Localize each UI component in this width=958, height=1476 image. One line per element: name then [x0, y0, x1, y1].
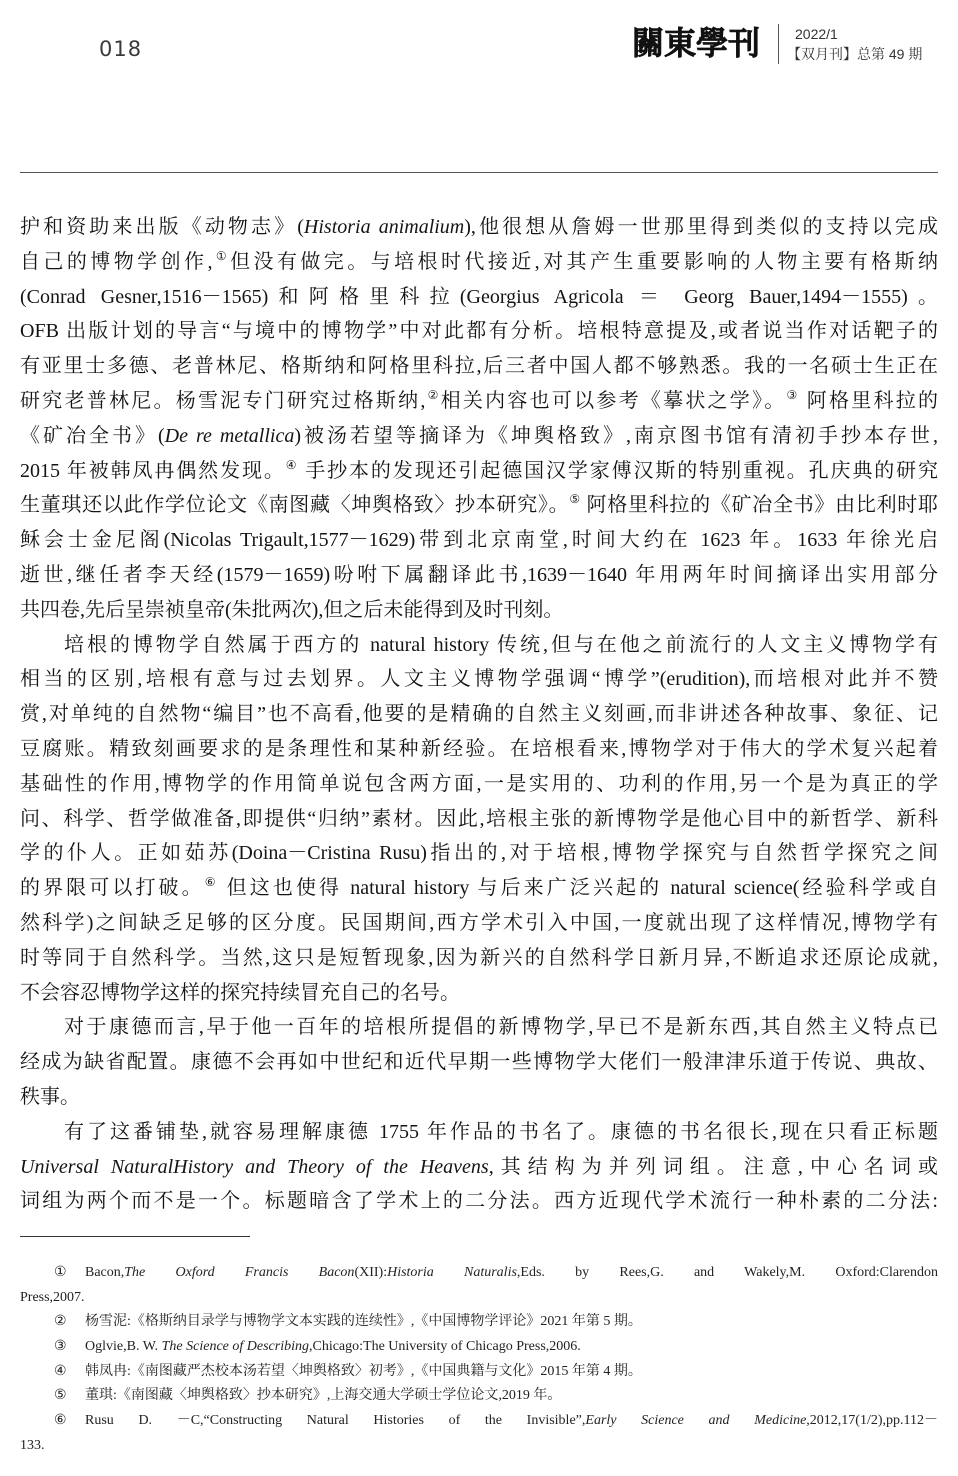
text-run: 生董琪还以此作学位论文《南图藏〈坤舆格致〉抄本研究》。	[20, 494, 570, 517]
text-run: 词组为两个而不是一个。标题暗含了学术上的二分法。西方近现代学术流行一种朴素的二分法:	[20, 1190, 938, 1213]
italic-title: Early Science and Medicine	[585, 1413, 807, 1429]
footnote-1	[20, 1261, 938, 1310]
footnote-text	[85, 1310, 938, 1335]
footnote-ref: ①	[212, 248, 231, 263]
footnote-marker: ④	[54, 1363, 67, 1379]
text-run: 护和资助来出版《动物志》(	[20, 216, 304, 238]
text-run: 董琪:《南图藏〈坤舆格致〉抄本研究》,上海交通大学硕士学位论文,2019 年。	[85, 1388, 562, 1404]
footnote-ref: ⑤	[569, 492, 581, 507]
text-run: ,2012,17(1/2),pp.112－	[806, 1413, 938, 1429]
text-run: Rusu D. －C,“Constructing Natural Histories of the Invisible”,	[85, 1413, 586, 1429]
text-run: 学的仆人。正如茹苏(Doina－Cristina Rusu)指出的,对于培根,博物学探究与自然哲学探究之间	[20, 842, 938, 865]
footnote-text	[85, 1261, 938, 1286]
body-line	[20, 314, 938, 349]
text-run: 相当的区别,培根有意与过去划界。人文主义博物学强调“博学”(erudition),而培根对此并不赞	[20, 668, 938, 691]
text-run: 但这也使得 natural history 与后来广泛兴起的 natural science(经验科学或自	[218, 877, 938, 900]
text-run: 研究老普林尼。杨雪泥专门研究过格斯纳,	[20, 389, 426, 412]
text-run: 韩凤冉:《南图藏严杰校本汤若望〈坤舆格致〉初考》,《中国典籍与文化》2015 年第 4 期。	[85, 1363, 642, 1379]
text-run: 秩事。	[20, 1085, 80, 1108]
body-line	[20, 593, 938, 628]
body-line	[20, 1045, 938, 1080]
footnote-line	[20, 1286, 938, 1311]
body-line	[20, 941, 938, 976]
text-run: 培根的博物学自然属于西方的 natural history 传统,但与在他之前流行的人文主义博物学有	[64, 633, 938, 656]
text-run: 2015 年被韩凤冉偶然发现。	[20, 459, 286, 482]
text-run: 稣会士金尼阁(Nicolas Trigault,1577－1629)带到北京南堂,时间大约在 1623 年。1633 年徐光启	[20, 529, 938, 552]
text-run: 阿格里科拉的	[799, 389, 938, 412]
paragraph-2	[20, 628, 938, 1011]
text-run: ),他很想从詹姆一世那里得到类似的支持以完成	[464, 216, 938, 238]
footnote-4	[20, 1360, 938, 1385]
footnote-marker: ⑤	[54, 1388, 67, 1404]
text-run: 杨雪泥:《格斯纳目录学与博物学文本实践的连续性》,《中国博物学评论》2021 年第 5 期。	[85, 1314, 642, 1330]
body-line	[20, 349, 938, 384]
footnote-6	[20, 1409, 938, 1458]
text-run: 有了这番铺垫,就容易理解康德 1755 年作品的书名了。康德的书名很长,现在只看正标题	[64, 1120, 938, 1143]
footnote-line	[20, 1360, 938, 1385]
footnote-text	[85, 1360, 938, 1385]
body-line	[20, 836, 938, 871]
body-line	[20, 454, 938, 489]
body-line	[20, 419, 938, 454]
italic-title: Historia Naturalis	[387, 1265, 517, 1280]
issue-detail: 【双月刊】总第 49 期	[787, 46, 923, 62]
footnote-text	[85, 1384, 938, 1409]
journal-logo: 關東學刊	[632, 24, 761, 62]
text-run: 豆腐账。精致刻画要求的是条理性和某种新经验。在培根看来,博物学对于伟大的学术复兴起着	[20, 737, 938, 760]
text-run: 手抄本的发现还引起德国汉学家傅汉斯的特别重视。孔庆典的研究	[298, 459, 938, 482]
body-line	[20, 906, 938, 941]
footnote-rule	[20, 1236, 250, 1237]
text-run: (XII):	[354, 1265, 388, 1280]
text-run: 对于康德而言,早于他一百年的培根所提倡的新博物学,早已不是新东西,其自然主义特点已	[64, 1016, 938, 1039]
body-line	[20, 1115, 938, 1150]
body-line	[20, 280, 938, 315]
text-run: (Conrad Gesner,1516－1565)和阿格里科拉(Georgius Agricola ＝ Georg Bauer,1494－1555)。	[20, 285, 938, 308]
text-run: 阿格里科拉的《矿冶全书》由比利时耶	[580, 494, 938, 517]
body-line	[20, 523, 938, 558]
text-run: ,Chicago:The University of Chicago Press,2006.	[308, 1339, 581, 1355]
italic-title: Universal NaturalHistory and Theory of the Heavens	[20, 1155, 489, 1178]
body-line	[20, 697, 938, 732]
text-run: 经成为缺省配置。康德不会再如中世纪和近代早期一些博物学大佬们一般津津乐道于传说、典故、	[20, 1051, 938, 1074]
body-line	[20, 1080, 938, 1115]
text-run: 不会容忍博物学这样的探究持续冒充自己的名号。	[20, 981, 460, 1004]
header-divider	[778, 24, 779, 64]
article-body	[20, 210, 938, 1219]
footnote-ref: ③	[786, 387, 800, 402]
footnote-ref: ②	[425, 387, 441, 402]
body-line	[20, 558, 938, 593]
footnote-text	[85, 1335, 938, 1360]
page-number: 018	[99, 37, 143, 61]
footnote-text	[85, 1409, 938, 1434]
footnote-line	[20, 1384, 938, 1409]
issue-year: 2022/1	[795, 26, 838, 42]
footnote-line	[20, 1261, 938, 1286]
footnote-line	[20, 1335, 938, 1360]
footnote-marker: ②	[54, 1314, 67, 1330]
text-run: 然科学)之间缺乏足够的区分度。民国期间,西方学术引入中国,一度就出现了这样情况,博物学有	[20, 911, 938, 934]
text-run: Bacon,	[85, 1265, 125, 1280]
text-run: ,其结构为并列词组。注意,中心名词或	[488, 1155, 938, 1178]
text-run: OFB 出版计划的导言“与境中的博物学”中对此都有分析。培根特意提及,或者说当作对话靶子的	[20, 320, 938, 343]
body-line	[20, 628, 938, 663]
paragraph-3	[20, 1010, 938, 1114]
body-line	[20, 767, 938, 802]
italic-title: The Science of Describing	[161, 1339, 309, 1355]
body-line	[20, 1010, 938, 1045]
paragraph-1	[20, 210, 938, 628]
footnote-line	[20, 1310, 938, 1335]
body-line	[20, 210, 938, 245]
body-line	[20, 871, 938, 906]
italic-title: Historia animalium	[303, 216, 465, 238]
footnote-ref: ④	[285, 457, 299, 472]
body-line	[20, 1150, 938, 1185]
text-run: 133.	[20, 1437, 45, 1453]
footnote-line	[20, 1434, 938, 1459]
body-line	[20, 488, 938, 523]
footnote-line	[20, 1409, 938, 1434]
body-line	[20, 1184, 938, 1219]
footnote-marker: ③	[54, 1339, 67, 1355]
italic-title: De re metallica	[164, 424, 295, 447]
text-run: 的界限可以打破。	[20, 877, 205, 900]
text-run: ,Eds. by Rees,G. and Wakely,M. Oxford:Clarendon	[516, 1265, 938, 1280]
text-run: 问、科学、哲学做准备,即提供“归纳”素材。因此,培根主张的新博物学是他心目中的新哲学、新科	[20, 807, 938, 830]
text-run: 相关内容也可以参考《摹状之学》。	[440, 389, 787, 412]
body-line	[20, 245, 938, 280]
header-rule	[20, 172, 938, 173]
footnote-2	[20, 1310, 938, 1335]
text-run: 自己的博物学创作,	[20, 250, 213, 273]
body-line	[20, 732, 938, 767]
text-run: )被汤若望等摘译为《坤舆格致》,南京图书馆有清初手抄本存世,	[294, 424, 938, 447]
paragraph-4	[20, 1115, 938, 1219]
footnotes	[20, 1261, 938, 1459]
footnote-5	[20, 1384, 938, 1409]
text-run: 时等同于自然科学。当然,这只是短暂现象,因为新兴的自然科学日新月异,不断追求还原论成就,	[20, 946, 938, 969]
italic-title: The Oxford Francis Bacon	[124, 1265, 355, 1280]
footnote-ref: ⑥	[204, 875, 219, 890]
footnote-3	[20, 1335, 938, 1360]
body-line	[20, 384, 938, 419]
text-run: Oglvie,B. W.	[85, 1339, 162, 1355]
text-run: 但没有做完。与培根时代接近,对其产生重要影响的人物主要有格斯纳	[230, 250, 938, 273]
footnote-marker: ①	[54, 1265, 67, 1280]
footnote-marker: ⑥	[54, 1413, 67, 1429]
body-line	[20, 662, 938, 697]
text-run: 基础性的作用,博物学的作用简单说包含两方面,一是实用的、功利的作用,另一个是为真正的学	[20, 772, 938, 795]
text-run: 有亚里士多德、老普林尼、格斯纳和阿格里科拉,后三者中国人都不够熟悉。我的一名硕士生正在	[20, 355, 938, 378]
text-run: 共四卷,先后呈崇祯皇帝(朱批两次),但之后未能得到及时刊刻。	[20, 598, 564, 621]
text-run: 逝世,继任者李天经(1579－1659)吩咐下属翻译此书,1639－1640 年用两年时间摘译出实用部分	[20, 563, 938, 586]
text-run: Press,2007.	[20, 1289, 85, 1305]
body-line	[20, 802, 938, 837]
text-run: 《矿冶全书》(	[20, 424, 165, 447]
text-run: 赏,对单纯的自然物“编目”也不高看,他要的是精确的自然主义刻画,而非讲述各种故事、象征、记	[20, 703, 938, 726]
body-line	[20, 976, 938, 1011]
